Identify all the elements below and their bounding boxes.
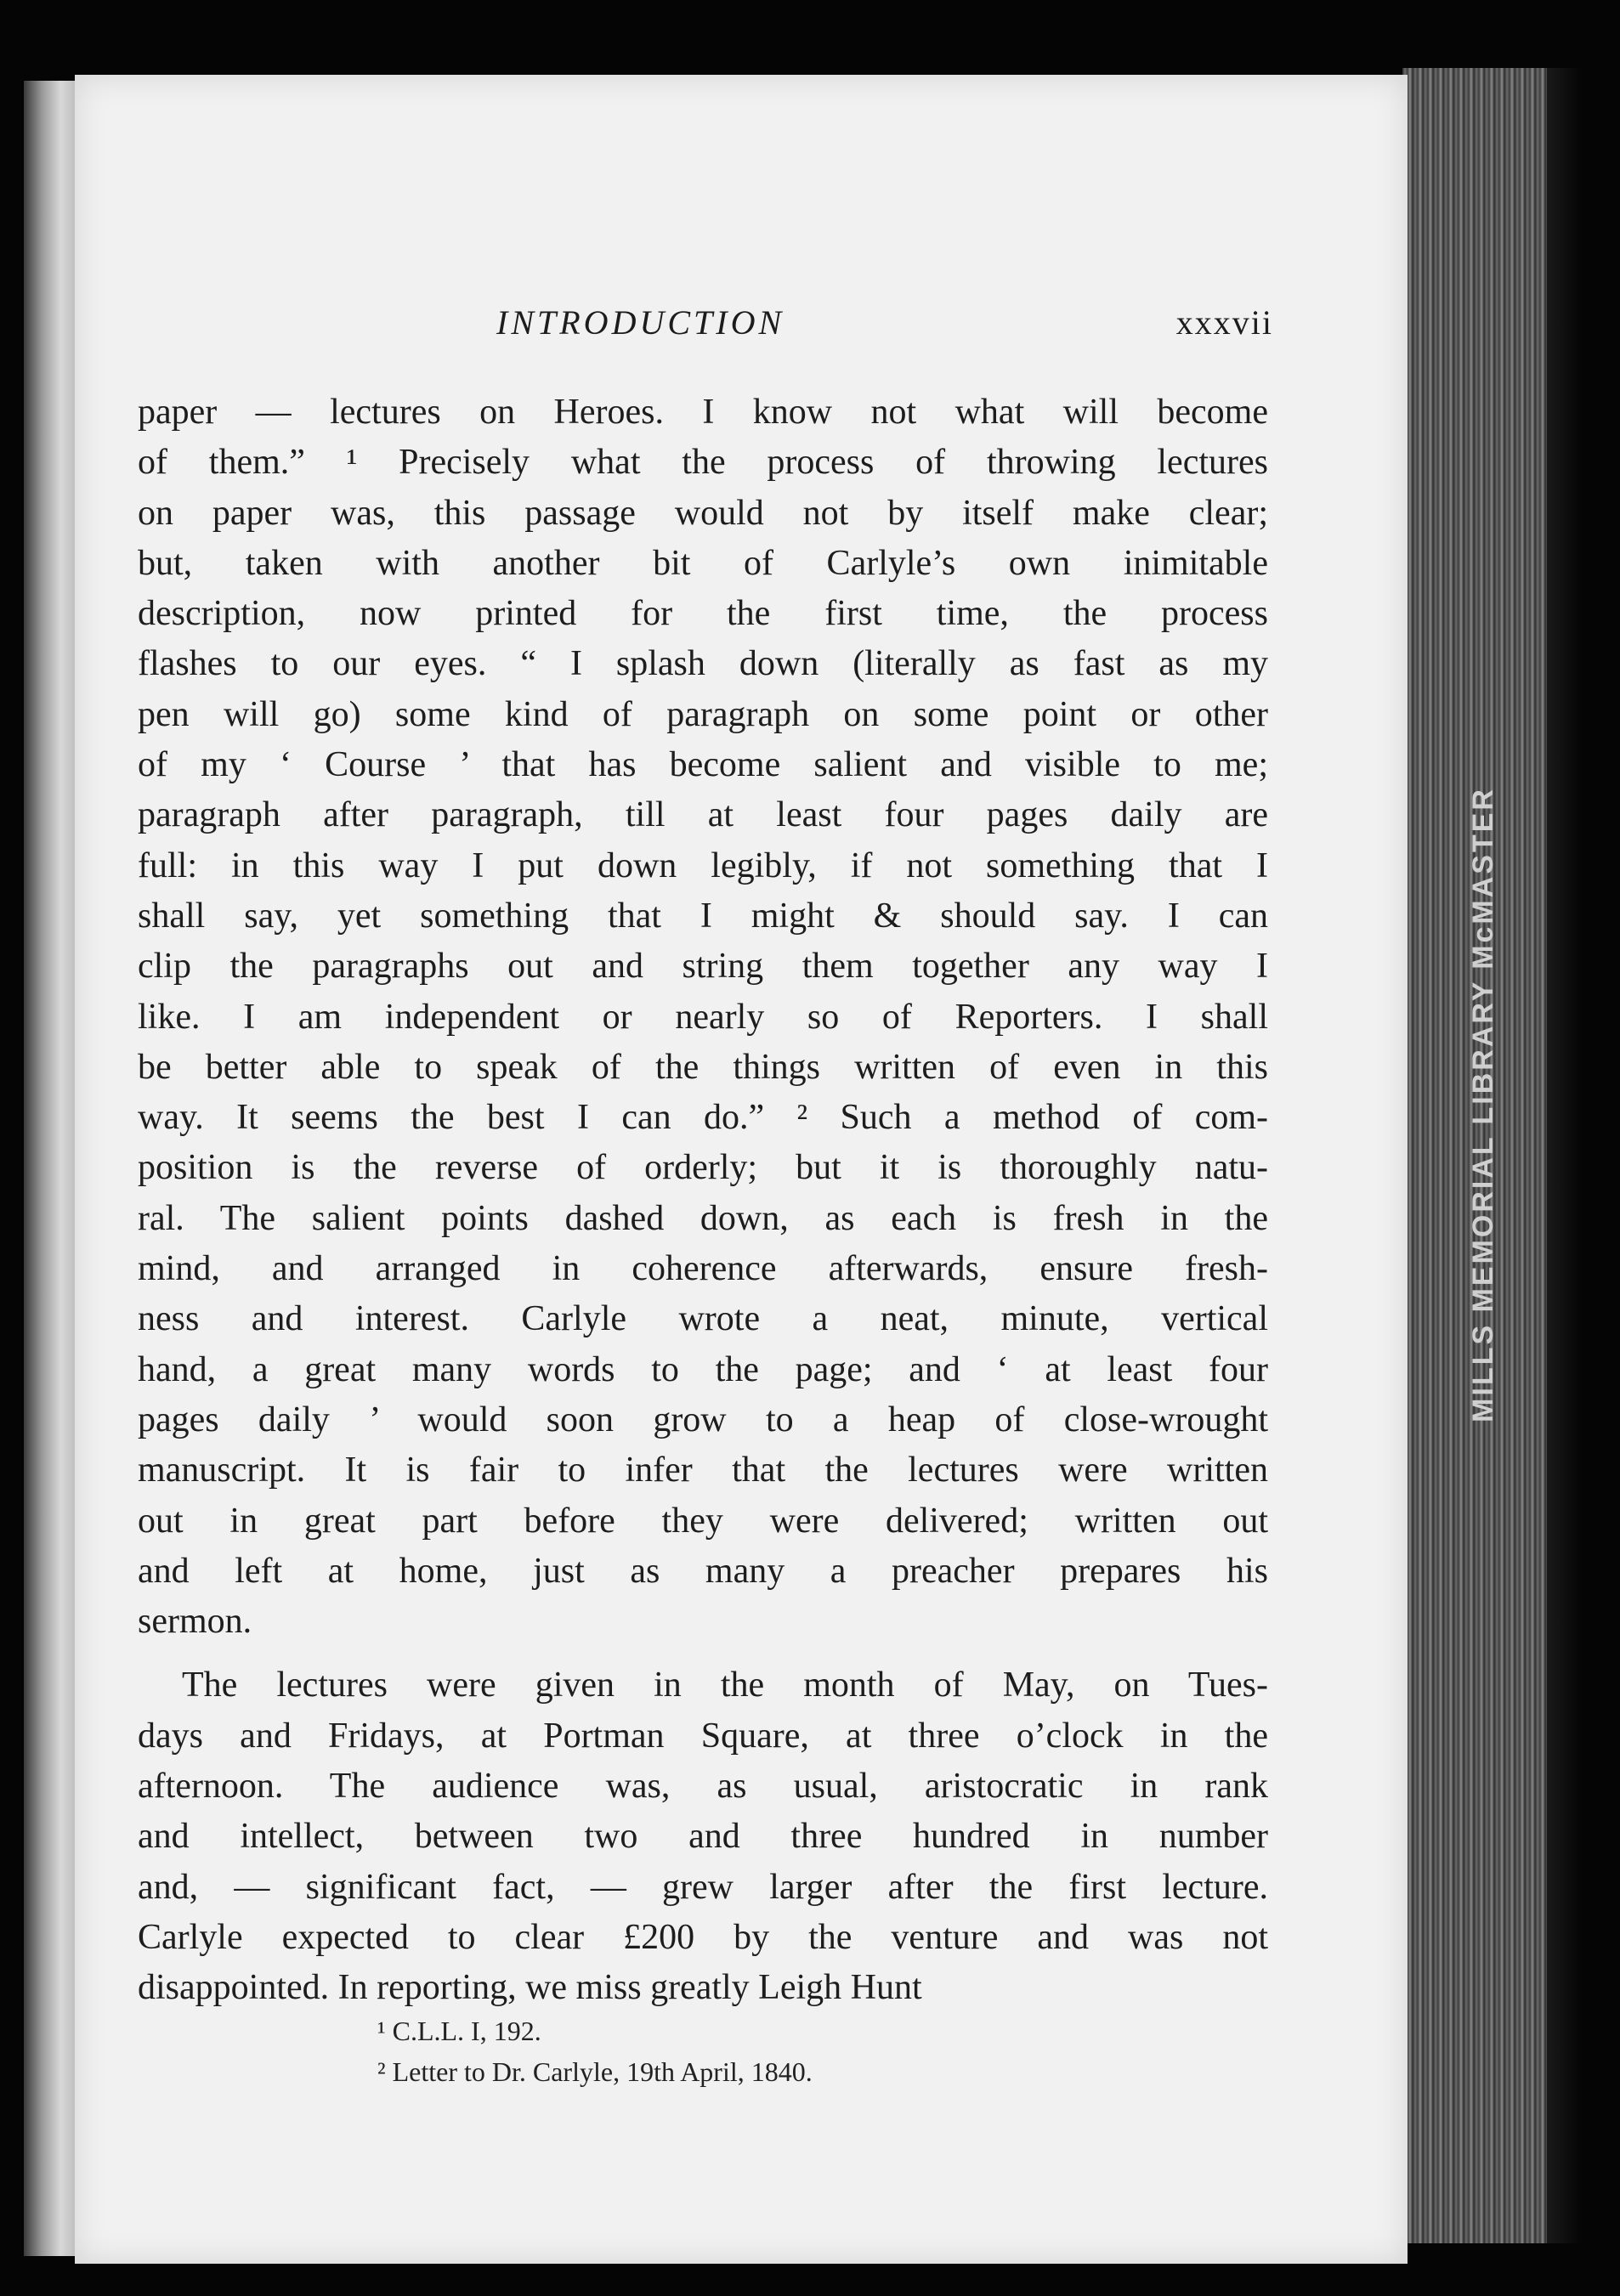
text-line: on paper was, this passage would not by itself make clear; <box>138 493 1268 533</box>
text-line: of my ‘ Course ’ that has become salient and visible to me; <box>138 745 1268 785</box>
text-line: ral. The salient points dashed down, as each is fresh in the <box>138 1198 1268 1238</box>
text-line: mind, and arranged in coherence afterwards, ensure fresh- <box>138 1249 1268 1289</box>
text-line: shall say, yet something that I might & should say. I can <box>138 896 1268 936</box>
body-text <box>138 387 1268 2014</box>
text-line: out in great part before they were delivered; written out <box>138 1501 1268 1541</box>
text-line: sermon. <box>138 1602 252 1642</box>
footnote-2: ² Letter to Dr. Carlyle, 19th April, 1840. <box>377 2056 813 2087</box>
text-line: pen will go) some kind of paragraph on some point or other <box>138 694 1268 734</box>
text-line: disappointed. In reporting, we miss greatly Leigh Hunt <box>138 1968 922 2008</box>
footnote-1: ¹ C.L.L. I, 192. <box>377 2016 541 2046</box>
previous-page-edge <box>24 81 76 2256</box>
text-line: paper — lectures on Heroes. I know not what will become <box>138 393 1268 432</box>
text-line: afternoon. The audience was, as usual, aristocratic in rank <box>138 1767 1268 1807</box>
text-line: The lectures were given in the month of May, on Tues- <box>182 1665 1268 1705</box>
text-line: of them.” ¹ Precisely what the process of throwing lectures <box>138 443 1268 483</box>
text-line: but, taken with another bit of Carlyle’s own inimitable <box>138 543 1268 583</box>
text-line: description, now printed for the first time, the process <box>138 594 1268 634</box>
text-line: be better able to speak of the things written of even in this <box>138 1047 1268 1087</box>
text-line: clip the paragraphs out and string them together any way I <box>138 947 1268 987</box>
book-edge-shadow <box>1547 68 1581 2243</box>
text-line: and left at home, just as many a preacher prepares his <box>138 1551 1268 1591</box>
page-header <box>75 303 1273 353</box>
text-line: pages daily ’ would soon grow to a heap of close-wrought <box>138 1400 1268 1439</box>
text-line: way. It seems the best I can do.” ² Such a method of com- <box>138 1098 1268 1138</box>
text-line: flashes to our eyes. “ I splash down (literally as fast as my <box>138 644 1268 684</box>
text-line: ness and interest. Carlyle wrote a neat, minute, vertical <box>138 1299 1268 1339</box>
text-line: hand, a great many words to the page; and ‘ at least four <box>138 1349 1268 1389</box>
text-line: full: in this way I put down legibly, if not something that I <box>138 845 1268 885</box>
library-stamp <box>1436 787 1530 1422</box>
text-line: position is the reverse of orderly; but it is thoroughly natu- <box>138 1148 1268 1188</box>
book-page <box>75 75 1408 2264</box>
text-line: and, — significant fact, — grew larger after the first lecture. <box>138 1867 1268 1907</box>
paragraph-gap <box>138 1647 1268 1660</box>
running-head: INTRODUCTION <box>496 303 785 342</box>
text-line: like. I am independent or nearly so of Reporters. I shall <box>138 997 1268 1037</box>
text-line: paragraph after paragraph, till at least four pages daily are <box>138 795 1268 835</box>
library-stamp-text: MILLS MEMORIAL LIBRARY McMASTER <box>1466 787 1499 1422</box>
text-line: Carlyle expected to clear £200 by the venture and was not <box>138 1917 1268 1957</box>
text-line: and intellect, between two and three hundred in number <box>138 1817 1268 1857</box>
footnotes <box>377 2010 1142 2092</box>
text-line: days and Fridays, at Portman Square, at three o’clock in the <box>138 1716 1268 1756</box>
text-line: manuscript. It is fair to infer that the lectures were written <box>138 1451 1268 1490</box>
page-number: xxxvii <box>1175 303 1273 342</box>
